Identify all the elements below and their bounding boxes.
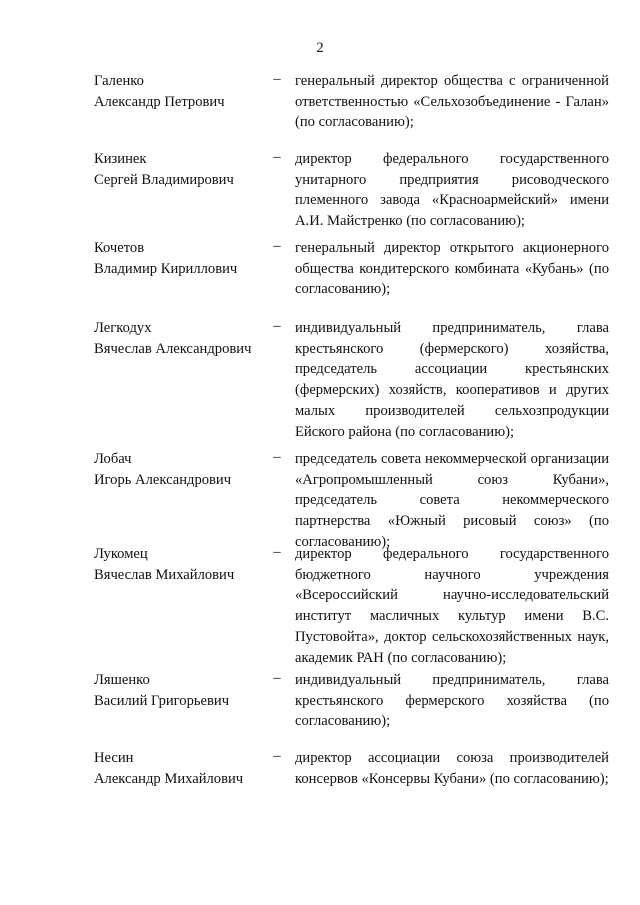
- member-description: директор федерального государственного бюджетного научного учреждения «Всероссийский научно-исследовательский институт масличных культур имени В.С. Пустовойта», доктор сельскохозяйственных наук, академик РАН (по согласованию);: [295, 546, 609, 666]
- entry-dash: –: [273, 544, 281, 560]
- member-description: директор ассоциации союза производителей консервов «Консервы Кубани» (по согласованию);: [295, 750, 609, 787]
- entry-dash: –: [273, 71, 281, 87]
- member-description: генеральный директор открытого акционерного общества кондитерского комбината «Кубань» (по согласованию);: [295, 240, 609, 298]
- entry-dash: –: [273, 670, 281, 686]
- member-surname: Лобач: [94, 451, 132, 467]
- entry-dash: –: [273, 238, 281, 254]
- member-surname: Кизинек: [94, 151, 147, 167]
- member-surname: Ляшенко: [94, 672, 150, 688]
- member-given-names: Владимир Кириллович: [94, 260, 238, 277]
- member-given-names: Василий Григорьевич: [94, 692, 230, 709]
- member-description: директор федерального государственного унитарного предприятия рисоводческого племенного завода «Красноармейский» имени А.И. Майстренко (по согласованию);: [295, 151, 609, 230]
- member-name: [94, 748, 269, 789]
- member-name: [94, 544, 269, 585]
- member-surname: Несин: [94, 750, 134, 766]
- member-name: [94, 71, 269, 112]
- member-description: индивидуальный предприниматель, глава крестьянского (фермерского) хозяйства, председатель ассоциации крестьянских (фермерских) хозяйств, кооперативов и других малых производителей сельхозпродукции Ейского района (по согласованию);: [295, 320, 609, 440]
- member-name: [94, 318, 269, 359]
- member-description: генеральный директор общества с ограниченной ответственностью «Сельхозобъединение - Галан» (по согласованию);: [295, 73, 609, 131]
- entry-dash: –: [273, 149, 281, 165]
- member-description: индивидуальный предприниматель, глава крестьянского фермерского хозяйства (по согласованию);: [295, 672, 609, 730]
- entry-dash: –: [273, 748, 281, 764]
- member-given-names: Александр Михайлович: [94, 770, 244, 787]
- page-number: 2: [316, 40, 324, 56]
- member-given-names: Вячеслав Михайлович: [94, 566, 235, 583]
- member-given-names: Сергей Владимирович: [94, 171, 234, 188]
- entry-dash: –: [273, 318, 281, 334]
- member-given-names: Александр Петрович: [94, 93, 225, 110]
- member-name: [94, 449, 269, 490]
- member-name: [94, 238, 269, 279]
- member-surname: Кочетов: [94, 240, 145, 256]
- member-name: [94, 149, 269, 190]
- member-surname: Легкодух: [94, 320, 152, 336]
- member-surname: Лукомец: [94, 546, 148, 562]
- member-name: [94, 670, 269, 711]
- member-description: председатель совета некоммерческой организации «Агропромышленный союз Кубани», председатель совета некоммерческого партнерства «Южный рисовый союз» (по согласованию);: [295, 451, 609, 550]
- member-given-names: Вячеслав Александрович: [94, 340, 252, 357]
- member-surname: Галенко: [94, 73, 144, 89]
- entry-dash: –: [273, 449, 281, 465]
- member-given-names: Игорь Александрович: [94, 471, 232, 488]
